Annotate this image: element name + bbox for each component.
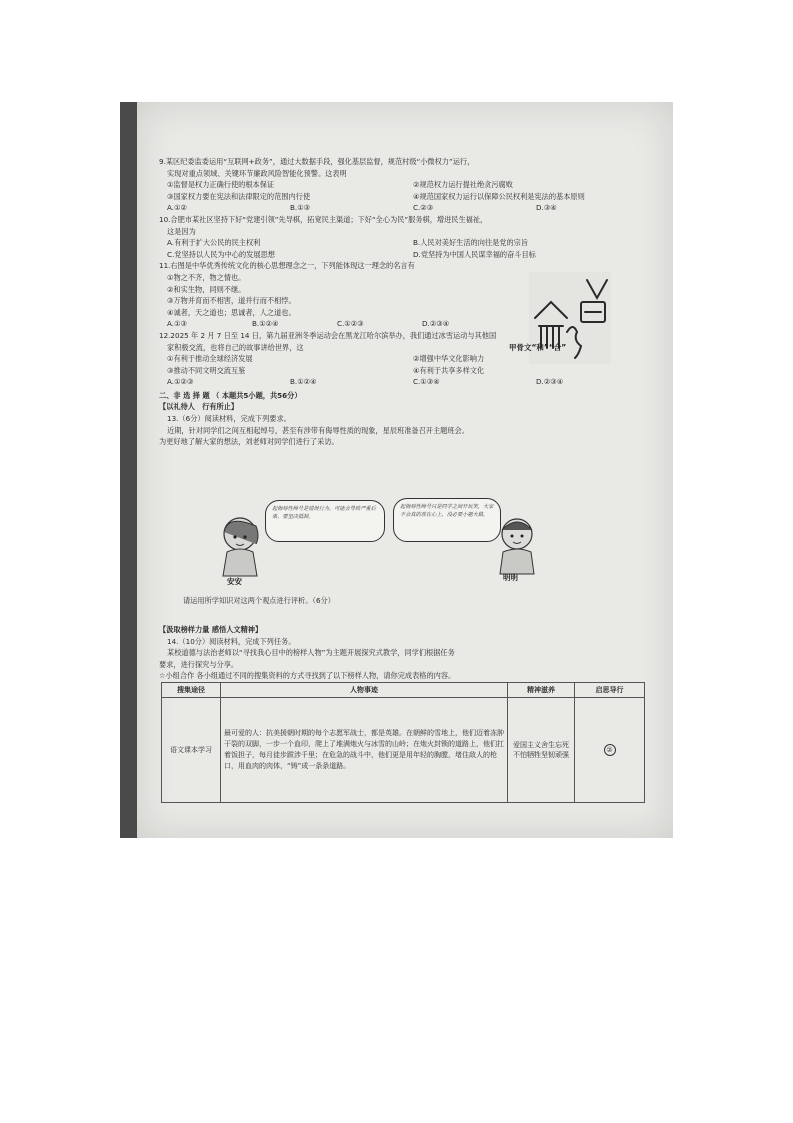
header-guide: 启思导行: [575, 683, 645, 698]
role-model-table: [161, 682, 645, 803]
q14-material-1: 某校道德与法治老师以“寻找我心目中的榜样人物”为主题开展探究式教学，同学们根据任务: [167, 648, 455, 658]
q9-options-row2: [159, 191, 659, 203]
header-deed: 人物事迹: [221, 683, 508, 698]
q9-choice-c: C.②③: [413, 203, 434, 213]
anan-name: 安安: [227, 577, 242, 586]
q14-block: [159, 624, 659, 682]
q9-option-4: ④规范国家权力运行以保障公民权利是宪法的基本原则: [413, 191, 585, 201]
theme-role-models: 【汲取榜样力量 感悟人文精神】: [159, 625, 263, 634]
q9-choice-d: D.③④: [536, 203, 557, 213]
q12-choice-d: D.②③④: [536, 377, 564, 387]
anan-illustration: [215, 512, 265, 578]
mingming-name: 明明: [503, 573, 518, 582]
q11-option-2: ②和实生物，同则不继。: [167, 284, 246, 294]
q12-stem: 12.2025 年 2 月 7 日至 14 日，第九届亚洲冬季运动会在黑龙江哈尔滨举办，我们通过冰雪运动与其他国: [159, 330, 497, 340]
q12-options-row2: [159, 365, 659, 377]
table-header-row: [162, 683, 645, 698]
q11-option-4: ④诚者，天之道也；思诚者，人之道也。: [167, 307, 296, 317]
q13-material-1: 近期，针对同学们之间互相起绰号，甚至有涉带有侮辱性质的现象，星辰班准备召开主题班会。: [167, 425, 469, 435]
oracle-bone-caption: 甲骨文“和”“合”: [509, 343, 567, 352]
q10-choice-c: C.党坚持以人民为中心的发展思想: [167, 249, 275, 259]
q12-choice-b: B.①②④: [290, 377, 317, 387]
q11-option-3: ③万物并育而不相害，道并行而不相悖。: [167, 296, 296, 306]
q9-stem: 9.某区纪委监委运用“互联网+政务”，通过大数据手段，强化基层监督，规范村级“小微权力”运行，: [159, 157, 475, 166]
q14-stem: 14.（10分）阅读材料，完成下列任务。: [167, 636, 296, 646]
q9-choice-a: A.①②: [167, 203, 187, 213]
q10-stem-cont: 这是因为: [167, 226, 196, 236]
q10-choices-row2: [159, 249, 659, 261]
speech-bubble-anan: 起侮辱性绰号是错误行为，可能会导致严重后果，要坚决抵制。: [265, 500, 385, 542]
section2-title: 二、非 选 择 题 （ 本题共5小题，共56分）: [159, 390, 302, 400]
mingming-illustration: [493, 512, 541, 576]
cell-way: 语文课本学习: [162, 698, 221, 803]
q11-choice-b: B.①②④: [252, 319, 279, 329]
q13-stem: 13.（6分）阅读材料，完成下列要求。: [167, 414, 291, 424]
q12-option-2: ②增强中华文化影响力: [413, 354, 485, 364]
header-way: 搜集途径: [162, 683, 221, 698]
q12-option-3: ③推动不同文明交流互鉴: [167, 365, 246, 375]
q10-choices-row1: [159, 237, 659, 249]
q10-choice-d: D.党坚持为中国人民谋幸福的奋斗目标: [413, 249, 536, 259]
exam-paper: [137, 102, 673, 838]
q10-choice-b: B.人民对美好生活的向往是党的宗旨: [413, 238, 529, 248]
q9-option-1: ①监督是权力正确行使的根本保证: [167, 180, 275, 190]
q9-choice-b: B.①③: [290, 203, 311, 213]
q10-stem: 10.合肥市某社区坚持下好“党建引领”先导棋，拓宽民主渠道；下好“全心为民”服务棋，增进民生福祉，: [159, 214, 488, 224]
q9-options-row1: [159, 179, 659, 191]
q9-choices: [159, 202, 659, 214]
q11-choice-d: D.②③④: [422, 319, 450, 329]
q12-choices: [159, 376, 659, 388]
q11-choices: [159, 318, 507, 330]
answer-blank-2: ②: [604, 744, 616, 756]
q14-material-2: 要求，进行探究与分享。: [159, 659, 239, 669]
q12-option-1: ①有利于推动全球经济发展: [167, 354, 253, 364]
cell-spirit: 爱国主义舍生忘死不怕牺牲坚韧顽强: [508, 698, 575, 803]
speech-bubble-mingming: 起侮辱性绰号只是同学之间开玩笑，大家不会真的放在心上，没必要小题大做。: [393, 498, 501, 542]
q13-ask: 请运用所学知识对这两个观点进行评析。（6分）: [183, 596, 335, 605]
q11-stem: 11.右图是中华优秀传统文化的核心思想理念之一，下列能体现这一理念的名言有: [159, 261, 415, 271]
q10-choice-a: A.有利于扩大公民的民主权利: [167, 238, 261, 248]
header-spirit: 精神滋养: [508, 683, 575, 698]
q11-choice-c: C.①②③: [337, 319, 364, 329]
q9-stem-cont: 实现对重点领域、关键环节廉政风险智能化预警。这表明: [167, 168, 347, 178]
q11-choice-a: A.①③: [167, 319, 187, 329]
theme-courtesy: 【以礼待人 行有所止】: [159, 402, 239, 412]
q12-stem-cont: 家积极交流，也将自己的故事讲给世界，这: [167, 342, 304, 352]
q9-option-3: ③国家权力要在宪法和法律限定的范围内行使: [167, 191, 311, 201]
q13-material-2: 为更好地了解大家的想法，刘老师对同学们进行了采访。: [159, 437, 339, 447]
table-row: [162, 698, 645, 803]
q9-option-2: ②规范权力运行提社绝贪污腐败: [413, 180, 513, 190]
q12-choice-c: C.①③④: [413, 377, 440, 387]
cell-guide[interactable]: [575, 698, 645, 803]
cell-deed: 最可爱的人：抗美援朝时期的每个志愿军战士，都是英雄。在朝鲜的雪地上，他们迈着冻肿干裂的双脚，一步一个血印，爬上了堆满炮火与冰雪的山岭；在炮火封锁的道路上，他们扛着饭担子，每月徒步跋涉千里；在危急的战斗中，他们更是用年轻的胸膛，堵住敌人的枪口，用血肉的肉体，“铸”成一条条道路。: [221, 698, 508, 803]
q12-choice-a: A.①②③: [167, 377, 194, 387]
q12-option-4: ④有利于共享多样文化: [413, 365, 485, 375]
document-photo: [120, 102, 673, 838]
q11-option-1: ①物之不齐，物之情也。: [167, 272, 246, 282]
q14-task: ☆小组合作 各小组通过不同的搜集资料的方式寻找到了以下榜样人物，请你完成表格的内容。: [159, 671, 456, 681]
